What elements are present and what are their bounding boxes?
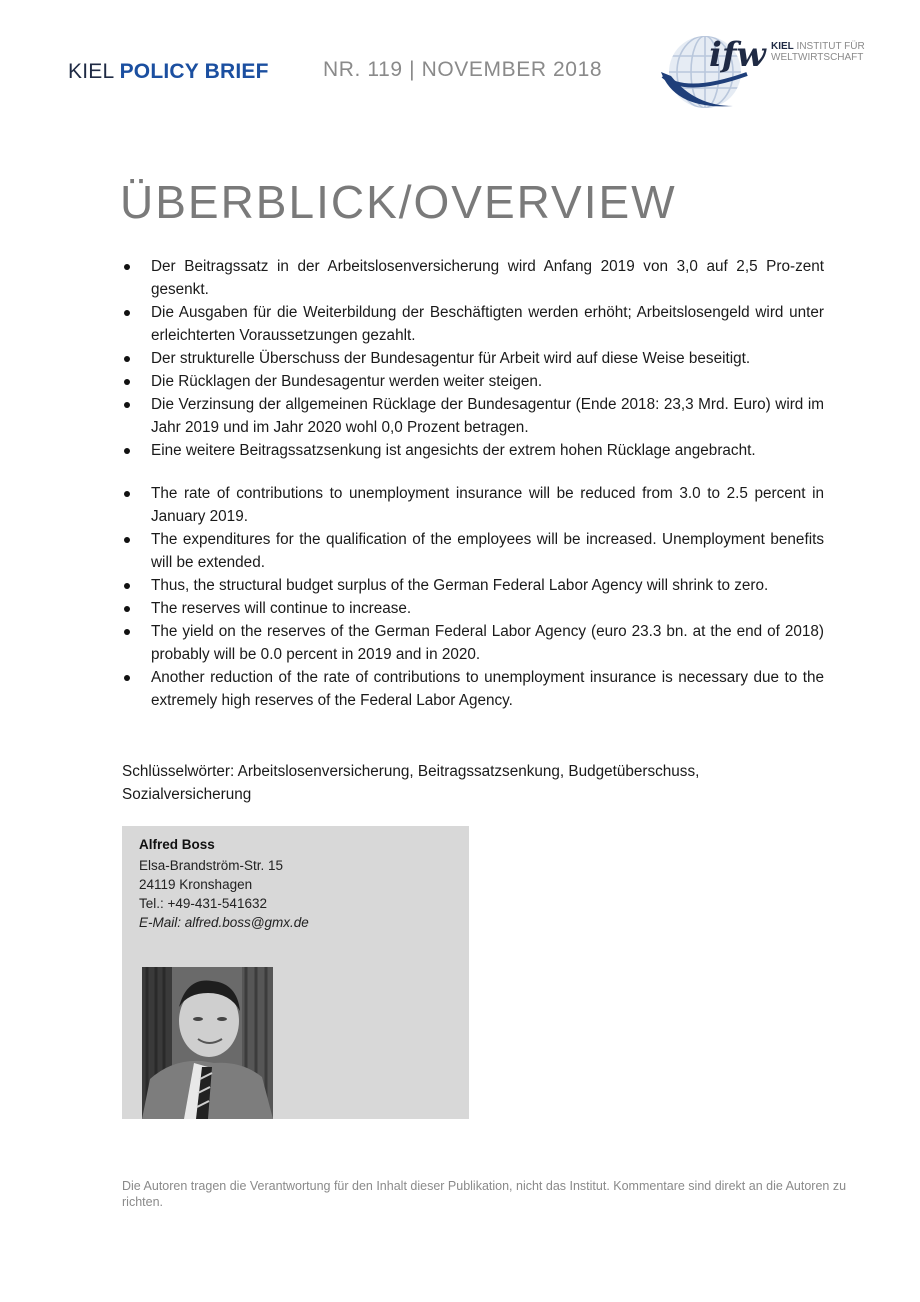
list-item [122, 439, 824, 462]
list-item [122, 620, 824, 666]
author-photo [142, 967, 273, 1119]
page-title: ÜBERBLICK/OVERVIEW [120, 176, 677, 228]
author-phone: Tel.: +49-431-541632 [139, 896, 267, 911]
list-item [122, 370, 824, 393]
bullet-icon [124, 264, 130, 270]
brand-prefix: KIEL [68, 60, 120, 83]
bullet-icon [124, 310, 130, 316]
author-city: 24119 Kronshagen [139, 877, 253, 892]
author-name: Alfred Boss [139, 837, 215, 852]
bullet-list-german [122, 255, 824, 462]
list-item-text: The reserves will continue to increase. [151, 600, 412, 617]
list-item-text: Der strukturelle Überschuss der Bundesagentur für Arbeit wird auf diese Weise beseitigt. [151, 350, 751, 367]
author-email: E-Mail: alfred.boss@gmx.de [139, 915, 309, 930]
list-item-text: The expenditures for the qualification of the employees will be increased. Unemployment benefits will be extended. [151, 531, 824, 571]
globe-icon [655, 26, 771, 114]
logo-line-2: WELTWIRTSCHAFT [771, 52, 864, 63]
logo-line1-bold: KIEL [771, 41, 794, 52]
brand-title [68, 60, 269, 84]
list-item [122, 666, 824, 712]
keywords [122, 760, 822, 806]
logo-text [771, 41, 865, 63]
page-header [0, 0, 920, 120]
list-item-text: Eine weitere Beitragssatzsenkung ist angesichts der extrem hohen Rücklage angebracht. [151, 442, 756, 459]
keywords-text: Arbeitslosenversicherung, Beitragssatzsenkung, Budgetüberschuss, Sozialversicherung [122, 763, 700, 803]
list-item-text: Another reduction of the rate of contributions to unemployment insurance is necessary due to the extremely high reserves of the Federal Labor Agency. [151, 669, 824, 709]
list-item [122, 393, 824, 439]
list-item-text: The yield on the reserves of the German Federal Labor Agency (euro 23.3 bn. at the end of 2018) probably will be 0.0 percent in 2019 and in 2020. [151, 623, 824, 663]
bullet-icon [124, 537, 130, 543]
list-item [122, 597, 824, 620]
bullet-icon [124, 356, 130, 362]
bullet-icon [124, 583, 130, 589]
bullet-list-english [122, 482, 824, 712]
list-item [122, 574, 824, 597]
bullet-icon [124, 675, 130, 681]
bullet-icon [124, 402, 130, 408]
bullet-icon [124, 606, 130, 612]
list-item-text: Die Ausgaben für die Weiterbildung der Beschäftigten werden erhöht; Arbeitslosengeld wird unter erleichterten Voraussetzungen gezahlt. [151, 304, 824, 344]
keywords-label: Schlüsselwörter: [122, 763, 235, 780]
bullet-icon [124, 629, 130, 635]
list-item-text: Der Beitragssatz in der Arbeitslosenversicherung wird Anfang 2019 von 3,0 auf 2,5 Pro-zent gesenkt. [151, 258, 824, 298]
bullet-icon [124, 448, 130, 454]
logo-line-1 [771, 41, 865, 52]
issue-number: NR. 119 | NOVEMBER 2018 [323, 58, 603, 81]
list-item [122, 482, 824, 528]
logo-line1-rest: INSTITUT FÜR [793, 41, 865, 52]
list-item-text: Die Rücklagen der Bundesagentur werden weiter steigen. [151, 373, 543, 390]
logo-mark: ifw [709, 35, 766, 75]
author-box [122, 826, 469, 1119]
list-item [122, 347, 824, 370]
footer-disclaimer: Die Autoren tragen die Verantwortung für den Inhalt dieser Publikation, nicht das Institut. Kommentare sind direkt an die Autoren zu richten. [122, 1179, 847, 1209]
list-item [122, 255, 824, 301]
author-street: Elsa-Brandström-Str. 15 [139, 858, 284, 873]
ifw-logo [655, 26, 885, 114]
brand-name: POLICY BRIEF [119, 60, 269, 83]
list-item [122, 301, 824, 347]
bullet-icon [124, 379, 130, 385]
list-item-text: Thus, the structural budget surplus of the German Federal Labor Agency will shrink to zero. [151, 577, 769, 594]
list-item-text: The rate of contributions to unemployment insurance will be reduced from 3.0 to 2.5 percent in January 2019. [151, 485, 824, 525]
bullet-icon [124, 491, 130, 497]
list-item-text: Die Verzinsung der allgemeinen Rücklage der Bundesagentur (Ende 2018: 23,3 Mrd. Euro) wird im Jahr 2019 und im Jahr 2020 wohl 0,0 Prozent betragen. [151, 396, 824, 436]
list-item [122, 528, 824, 574]
